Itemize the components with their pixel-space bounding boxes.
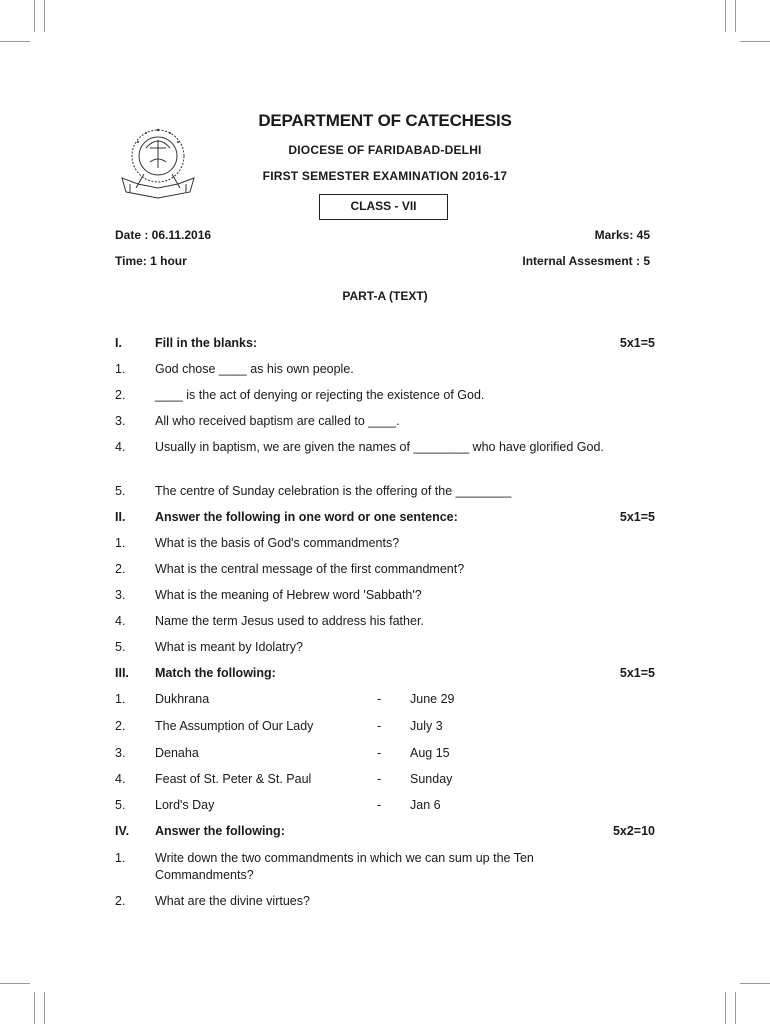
- exam-date: Date : 06.11.2016: [115, 228, 212, 242]
- section-marks: 5x1=5: [619, 336, 655, 350]
- match-dash: -: [377, 719, 382, 733]
- question-number: 2.: [115, 562, 126, 576]
- part-title: PART-A (TEXT): [342, 289, 428, 303]
- diocese-name: DIOCESE OF FARIDABAD-DELHI: [288, 143, 482, 157]
- question-text: God chose ____ as his own people.: [155, 362, 354, 376]
- question-number: 1.: [115, 851, 126, 865]
- exam-title: FIRST SEMESTER EXAMINATION 2016-17: [262, 169, 508, 183]
- section-number: II.: [115, 510, 126, 524]
- question-text: Write down the two commandments in which we can sum up the Ten Commandments?: [155, 851, 534, 882]
- question-text: Usually in baptism, we are given the names of ________ who have glorified God.: [155, 440, 604, 454]
- question-text: All who received baptism are called to ____.: [155, 414, 400, 428]
- question-number: 4.: [115, 440, 126, 454]
- crop-mark: [44, 0, 45, 32]
- internal-assessment: Internal Assesment : 5: [522, 254, 650, 268]
- match-right: July 3: [410, 719, 443, 733]
- match-left: Feast of St. Peter & St. Paul: [155, 772, 312, 786]
- question-number: 1.: [115, 692, 126, 706]
- question-number: 2.: [115, 894, 126, 908]
- question-number: 3.: [115, 746, 126, 760]
- question-number: 4.: [115, 772, 126, 786]
- match-left: Lord's Day: [155, 798, 215, 812]
- section-marks: 5x1=5: [619, 666, 655, 680]
- question-number: 2.: [115, 719, 126, 733]
- match-dash: -: [377, 746, 382, 760]
- match-left: Denaha: [155, 746, 199, 760]
- section-title: Fill in the blanks:: [155, 336, 258, 350]
- crop-mark: [740, 983, 770, 984]
- match-right: June 29: [410, 692, 455, 706]
- match-left: The Assumption of Our Lady: [155, 719, 314, 733]
- match-right: Jan 6: [410, 798, 441, 812]
- question-number: 5.: [115, 640, 126, 654]
- crop-mark: [34, 992, 35, 1024]
- exam-time: Time: 1 hour: [115, 254, 187, 268]
- crop-mark: [725, 0, 726, 32]
- crop-mark: [34, 0, 35, 32]
- section-marks: 5x1=5: [619, 510, 655, 524]
- crop-mark: [0, 41, 30, 42]
- question-text: What is meant by Idolatry?: [155, 640, 303, 654]
- question-number: 1.: [115, 362, 126, 376]
- match-right: Sunday: [410, 772, 453, 786]
- match-right: Aug 15: [410, 746, 450, 760]
- question-text: The centre of Sunday celebration is the offering of the ________: [155, 484, 512, 498]
- question-number: 3.: [115, 414, 126, 428]
- question-text: Name the term Jesus used to address his father.: [155, 614, 424, 628]
- crop-mark: [725, 992, 726, 1024]
- question-number: 3.: [115, 588, 126, 602]
- crop-mark: [0, 983, 30, 984]
- section-number: I.: [115, 336, 122, 350]
- question-text: ____ is the act of denying or rejecting the existence of God.: [155, 388, 485, 402]
- question-text: What is the meaning of Hebrew word 'Sabbath'?: [155, 588, 422, 602]
- department-title: DEPARTMENT OF CATECHESIS: [258, 111, 512, 130]
- question-text: What is the basis of God's commandments?: [155, 536, 400, 550]
- section-title: Answer the following in one word or one sentence:: [155, 510, 458, 524]
- crop-mark: [735, 0, 736, 32]
- question-text: What are the divine virtues?: [155, 894, 310, 908]
- crop-mark: [740, 41, 770, 42]
- question-number: 1.: [115, 536, 126, 550]
- match-left: Dukhrana: [155, 692, 210, 706]
- section-title: Match the following:: [155, 666, 276, 680]
- question-number: 2.: [115, 388, 126, 402]
- section-number: III.: [115, 666, 129, 680]
- question-text: What is the central message of the first commandment?: [155, 562, 465, 576]
- crop-mark: [44, 992, 45, 1024]
- crop-mark: [735, 992, 736, 1024]
- section-title: Answer the following:: [155, 824, 285, 838]
- match-dash: -: [377, 798, 382, 812]
- total-marks: Marks: 45: [594, 228, 650, 242]
- section-marks: 5x2=10: [612, 824, 655, 838]
- match-dash: -: [377, 692, 382, 706]
- question-number: 5.: [115, 798, 126, 812]
- section-number: IV.: [115, 824, 130, 838]
- class-box: CLASS - VII: [319, 194, 448, 220]
- question-number: 5.: [115, 484, 126, 498]
- match-dash: -: [377, 772, 382, 786]
- question-number: 4.: [115, 614, 126, 628]
